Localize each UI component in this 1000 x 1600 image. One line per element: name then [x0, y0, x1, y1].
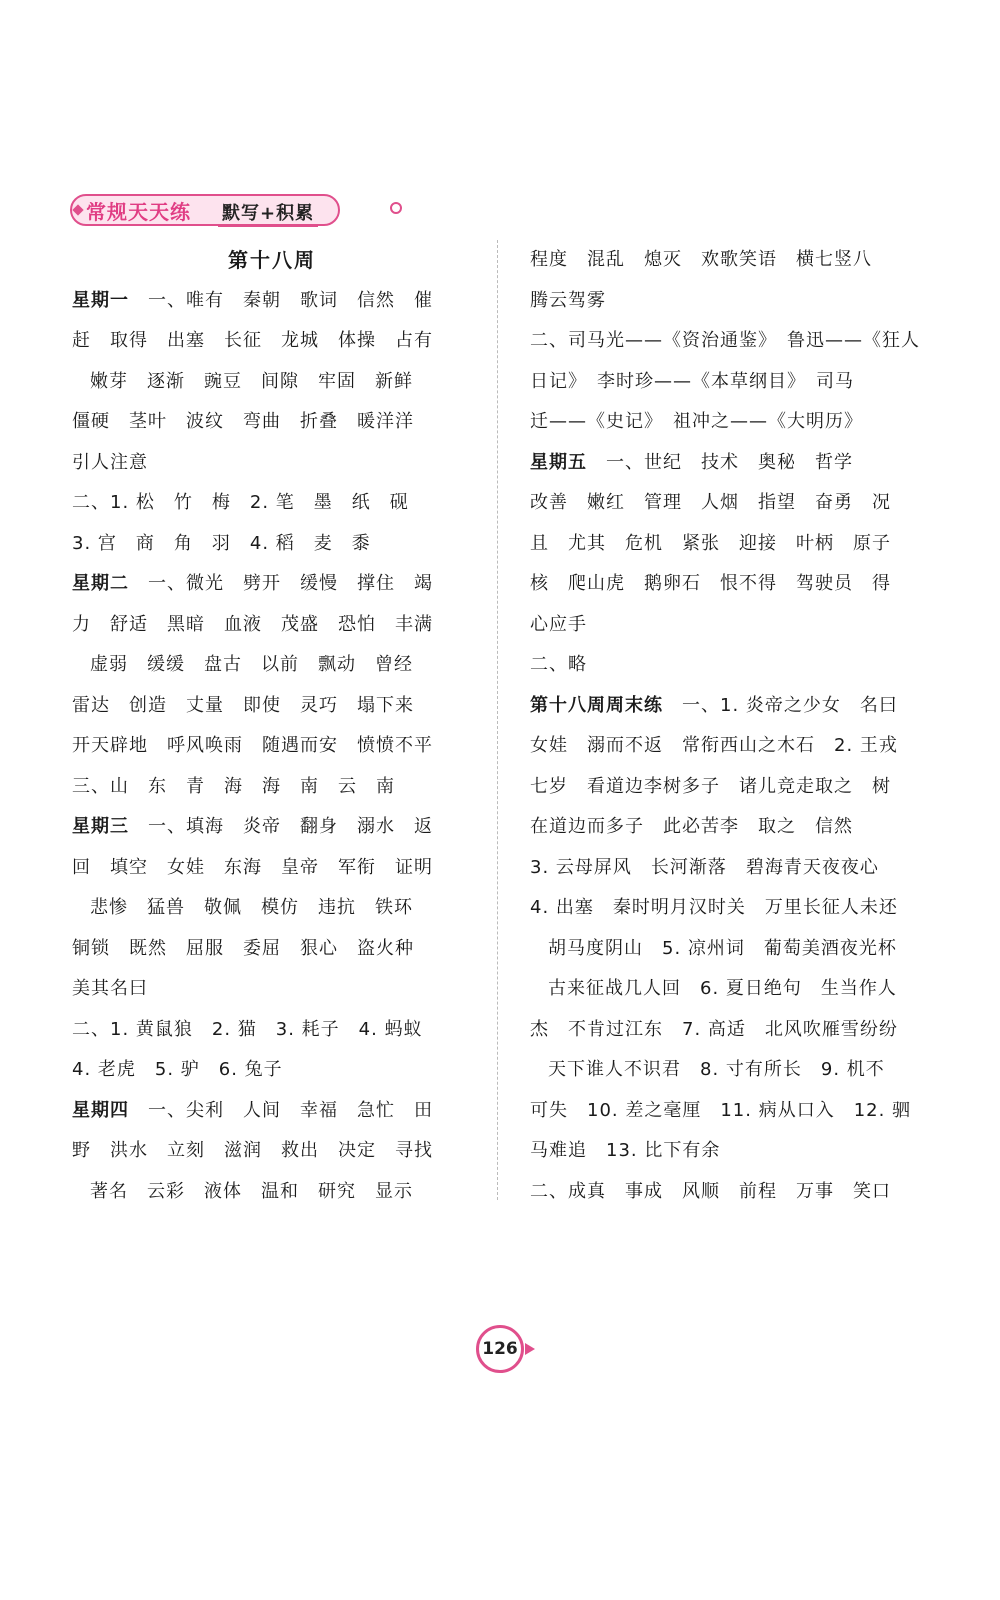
answer-text: 一、尖利 人间 幸福 急忙 田 [148, 1099, 433, 1121]
answer-text: 心应手 [530, 613, 587, 635]
answer-text: 一、微光 劈开 缓慢 撑住 竭 [148, 573, 433, 594]
answer-text: 铜锁 既然 屈服 委屈 狠心 盗火种 [72, 937, 414, 959]
answer-line [72, 1091, 472, 1132]
answer-line [72, 564, 472, 605]
answer-text: 雷达 创造 丈量 即使 灵巧 塌下来 [72, 694, 414, 716]
answer-line [530, 1091, 935, 1132]
left-column [72, 240, 472, 1212]
answer-line [72, 767, 472, 808]
answer-text: 一、填海 炎帝 翻身 溺水 返 [148, 816, 433, 837]
answer-line [530, 807, 935, 848]
page-number: 126 [476, 1325, 524, 1373]
answer-line [72, 807, 472, 848]
answer-text: 可失 10. 差之毫厘 11. 病从口入 12. 驷 [530, 1099, 912, 1121]
ring-icon [390, 202, 402, 214]
answer-line [72, 969, 472, 1010]
right-answer-list [530, 240, 935, 1212]
banner-brand: 常规天天练 [86, 200, 191, 224]
answer-line [530, 524, 935, 565]
answer-line [72, 605, 472, 646]
right-column [530, 240, 935, 1212]
answer-line [530, 443, 935, 484]
answer-line [530, 645, 935, 686]
day-heading: 星期四 [72, 1099, 129, 1121]
answer-line [72, 1131, 472, 1172]
answer-line [530, 1050, 935, 1091]
answer-text: 二、司马光——《资治通鉴》 鲁迅——《狂人 [530, 330, 920, 351]
answer-text: 力 舒适 黑暗 血液 茂盛 恐怕 丰满 [72, 613, 433, 635]
answer-text: 古来征战几人回 6. 夏日绝句 生当作人 [548, 978, 897, 999]
banner-subtitle: 默写+积累 [218, 199, 318, 227]
day-heading: 星期五 [530, 451, 587, 473]
answer-text: 在道边而多子 此必苦李 取之 信然 [530, 816, 853, 837]
answer-line [72, 281, 472, 322]
answer-line [72, 402, 472, 443]
answer-text: 日记》 李时珍——《本草纲目》 司马 [530, 370, 854, 392]
answer-line [530, 969, 935, 1010]
answer-line [72, 686, 472, 727]
day-heading: 星期二 [72, 573, 129, 594]
answer-line [530, 605, 935, 646]
day-heading: 星期一 [72, 289, 129, 311]
answer-text: 且 尤其 危机 紧张 迎接 叶柄 原子 [530, 532, 891, 554]
day-heading: 第十八周周末练 [530, 694, 663, 716]
answer-text: 美其名曰 [72, 978, 148, 999]
answer-text: 一、唯有 秦朝 歌词 信然 催 [148, 289, 433, 311]
answer-text: 虚弱 缓缓 盘古 以前 飘动 曾经 [90, 654, 413, 675]
answer-text: 二、1. 松 竹 梅 2. 笔 墨 纸 砚 [72, 492, 409, 513]
answer-text: 二、1. 黄鼠狼 2. 猫 3. 耗子 4. 蚂蚁 [72, 1018, 423, 1040]
answer-text: 二、略 [530, 654, 587, 675]
answer-text: 天下谁人不识君 8. 寸有所长 9. 机不 [548, 1059, 885, 1080]
answer-line [72, 483, 472, 524]
left-answer-list [72, 281, 472, 1213]
answer-line [72, 1010, 472, 1051]
answer-text: 引人注意 [72, 451, 148, 473]
answer-text: 3. 宫 商 角 羽 4. 稻 麦 黍 [72, 532, 371, 554]
answer-text: 杰 不肯过江东 7. 高适 北风吹雁雪纷纷 [530, 1018, 898, 1040]
answer-line [530, 726, 935, 767]
answer-text: 胡马度阴山 5. 凉州词 葡萄美酒夜光杯 [548, 937, 897, 959]
answer-line [72, 888, 472, 929]
answer-text: 开天辟地 呼风唤雨 随遇而安 愤愤不平 [72, 735, 433, 756]
answer-line [72, 726, 472, 767]
answer-text: 一、1. 炎帝之少女 名曰 [682, 694, 898, 716]
answer-text: 3. 云母屏风 长河渐落 碧海青天夜夜心 [530, 856, 879, 878]
answer-text: 七岁 看道边李树多子 诸儿竞走取之 树 [530, 775, 891, 797]
answer-line [72, 524, 472, 565]
answer-text: 野 洪水 立刻 滋润 救出 决定 寻找 [72, 1140, 433, 1161]
answer-text: 回 填空 女娃 东海 皇帝 军衔 证明 [72, 856, 433, 878]
answer-line [72, 443, 472, 484]
answer-line [530, 929, 935, 970]
column-divider [497, 240, 498, 1200]
answer-text: 腾云驾雾 [530, 289, 606, 311]
answer-text: 一、世纪 技术 奥秘 哲学 [606, 451, 853, 473]
answer-line [72, 645, 472, 686]
answer-text: 改善 嫩红 管理 人烟 指望 奋勇 况 [530, 492, 891, 513]
answer-line [530, 1131, 935, 1172]
answer-line [530, 1172, 935, 1213]
answer-text: 僵硬 茎叶 波纹 弯曲 折叠 暖洋洋 [72, 411, 414, 432]
answer-line [530, 888, 935, 929]
answer-text: 悲惨 猛兽 敬佩 模仿 违抗 铁环 [90, 897, 413, 918]
answer-line [72, 362, 472, 403]
answer-line [530, 564, 935, 605]
answer-text: 核 爬山虎 鹅卵石 恨不得 驾驶员 得 [530, 573, 891, 594]
answer-line [72, 321, 472, 362]
answer-line [530, 767, 935, 808]
answer-line [530, 1010, 935, 1051]
answer-text: 著名 云彩 液体 温和 研究 显示 [90, 1180, 413, 1202]
answer-line [530, 848, 935, 889]
answer-text: 程度 混乱 熄灭 欢歌笑语 横七竖八 [530, 249, 872, 270]
answer-text: 嫩芽 逐渐 豌豆 间隙 牢固 新鲜 [90, 370, 413, 392]
answer-text: 女娃 溺而不返 常衔西山之木石 2. 王戎 [530, 735, 898, 756]
day-heading: 星期三 [72, 816, 129, 837]
answer-line [72, 1050, 472, 1091]
answer-line [530, 402, 935, 443]
answer-line [530, 281, 935, 322]
answer-text: 三、山 东 青 海 海 南 云 南 [72, 775, 395, 797]
answer-text: 赶 取得 出塞 长征 龙城 体操 占有 [72, 330, 433, 351]
answer-text: 4. 出塞 秦时明月汉时关 万里长征人未还 [530, 897, 898, 918]
answer-text: 4. 老虎 5. 驴 6. 兔子 [72, 1059, 283, 1080]
section-banner [70, 190, 355, 230]
answer-line [72, 929, 472, 970]
answer-text: 迁——《史记》 祖冲之——《大明历》 [530, 411, 863, 432]
answer-line [530, 321, 935, 362]
week-title: 第十八周 [228, 248, 316, 272]
answer-line [530, 686, 935, 727]
answer-line [530, 362, 935, 403]
answer-line [530, 483, 935, 524]
answer-text: 二、成真 事成 风顺 前程 万事 笑口 [530, 1180, 891, 1202]
answer-line [72, 848, 472, 889]
answer-text: 马难追 13. 比下有余 [530, 1140, 721, 1161]
answer-line [72, 1172, 472, 1213]
answer-line [530, 240, 935, 281]
